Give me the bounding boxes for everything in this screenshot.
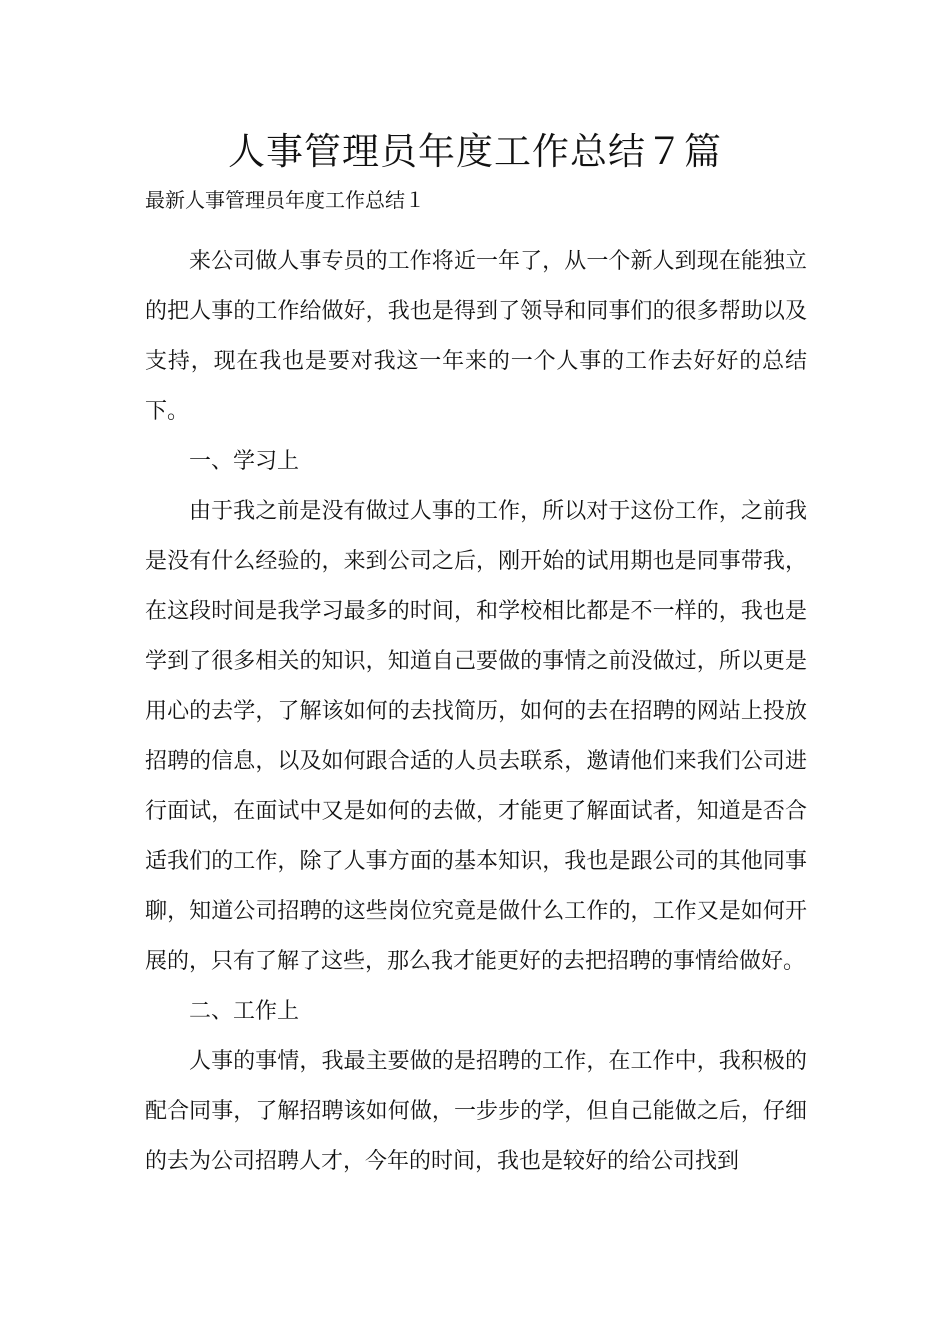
section-heading-study: 一、学习上 xyxy=(189,449,300,474)
document-body xyxy=(145,237,807,1187)
paragraph-intro: 来公司做人事专员的工作将近一年了，从一个新人到现在能独立的把人事的工作给做好，我也是得到了领导和同事们的很多帮助以及支持，现在我也是要对我这一年来的一个人事的工作去好好的总结下。 xyxy=(145,249,807,424)
section-subtitle: 最新人事管理员年度工作总结１ xyxy=(145,188,425,212)
paragraph-work: 人事的事情，我最主要做的是招聘的工作，在工作中，我积极的配合同事，了解招聘该如何做，一步步的学，但自己能做之后，仔细的去为公司招聘人才，今年的时间，我也是较好的给公司找到 xyxy=(145,1049,807,1174)
document-title: 人事管理员年度工作总结７篇 xyxy=(228,130,722,173)
paragraph-study: 由于我之前是没有做过人事的工作，所以对于这份工作，之前我是没有什么经验的，来到公司之后，刚开始的试用期也是同事带我，在这段时间是我学习最多的时间，和学校相比都是不一样的，我也是学到了很多相关的知识，知道自己要做的事情之前没做过，所以更是用心的去学，了解该如何的去找简历，如何的去在招聘的网站上投放招聘的信息，以及如何跟合适的人员去联系，邀请他们来我们公司进行面试，在面试中又是如何的去做，才能更了解面试者，知道是否合适我们的工作，除了人事方面的基本知识，我也是跟公司的其他同事聊，知道公司招聘的这些岗位究竟是做什么工作的，工作又是如何开展的，只有了解了这些，那么我才能更好的去把招聘的事情给做好。 xyxy=(145,499,807,974)
section-heading-work: 二、工作上 xyxy=(189,999,300,1024)
